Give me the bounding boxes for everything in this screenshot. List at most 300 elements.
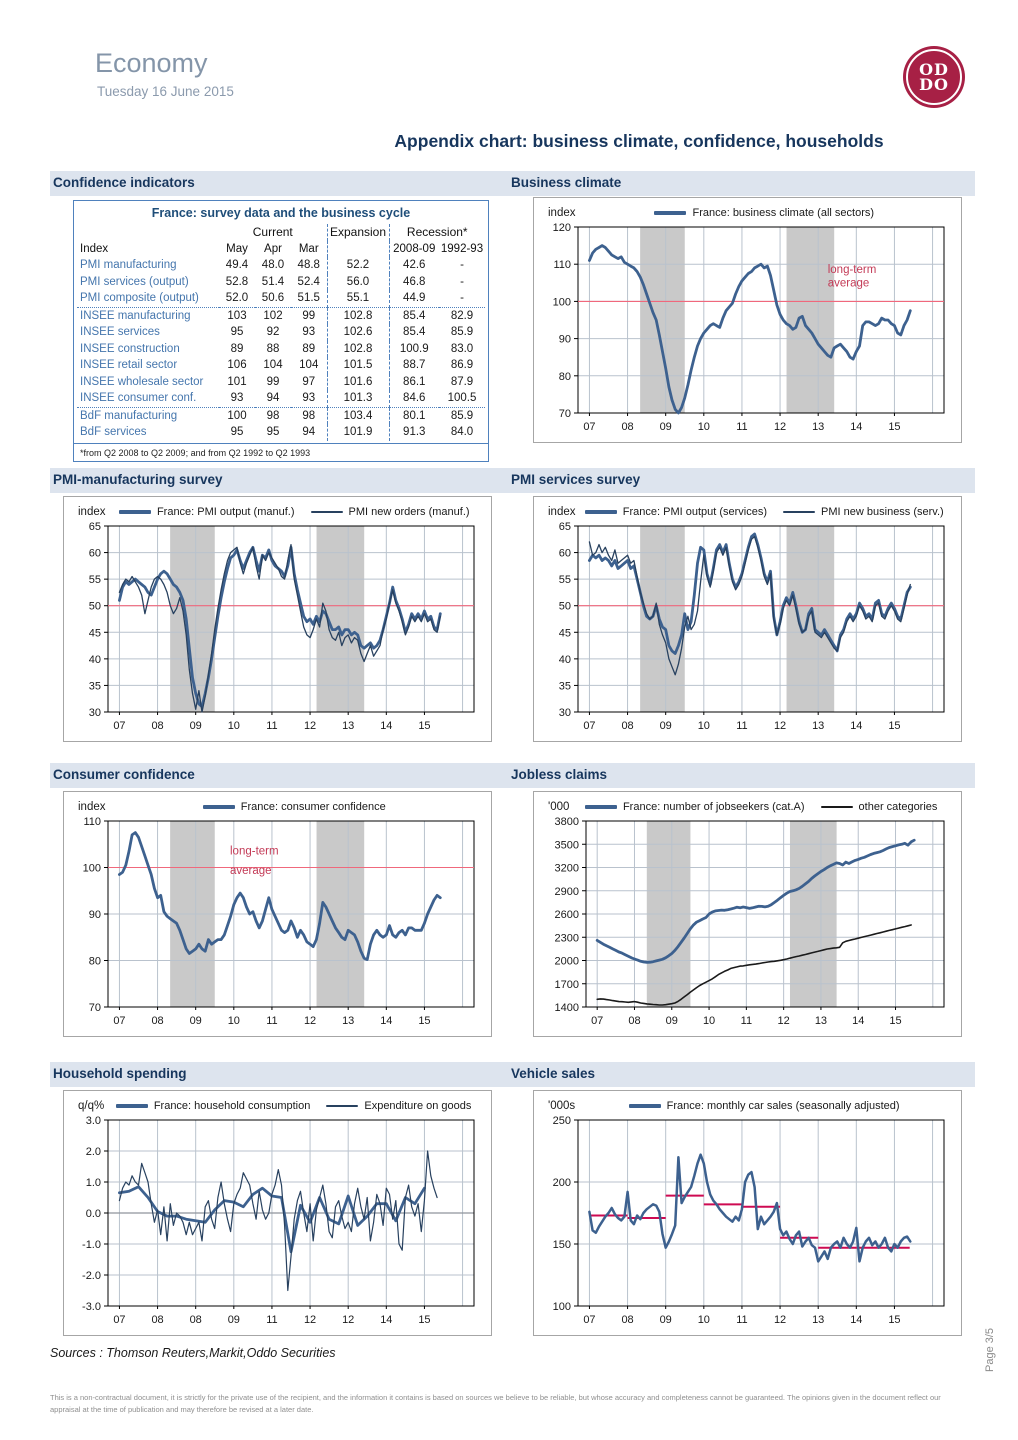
legend-label: PMI new business (serv.) <box>821 506 944 518</box>
cell-value: 102.8 <box>327 341 389 358</box>
svg-text:09: 09 <box>659 720 672 732</box>
chart-legend <box>106 801 484 813</box>
cell-value: 106 <box>227 359 247 371</box>
section-title-consumer-confidence: Consumer confidence <box>53 767 195 782</box>
row-label: BdF services <box>80 426 147 438</box>
chart-annotation: average <box>230 865 272 878</box>
cell-value: 89 <box>302 342 316 355</box>
svg-text:250: 250 <box>552 1115 571 1127</box>
legend-label: PMI new orders (manuf.) <box>348 506 470 518</box>
svg-text:09: 09 <box>659 421 672 433</box>
legend-line-sample <box>783 511 815 513</box>
cell-value: 86.1 <box>389 374 439 391</box>
confidence-table <box>73 200 489 462</box>
section-title-jobless-claims: Jobless claims <box>511 767 608 782</box>
svg-text:-2.0: -2.0 <box>82 1270 101 1282</box>
svg-text:13: 13 <box>342 720 355 732</box>
svg-text:14: 14 <box>850 720 863 732</box>
table-row <box>77 341 485 358</box>
cell-value: - <box>460 275 464 288</box>
svg-text:45: 45 <box>558 627 571 640</box>
legend-line-sample <box>311 511 343 513</box>
cell-value: - <box>460 259 464 271</box>
col-header-2008-09: 2008-09 <box>389 241 439 258</box>
chart-pmi-manufacturing <box>63 496 492 742</box>
table-row <box>77 407 485 424</box>
oddo-logo <box>903 46 965 108</box>
legend-item <box>585 506 767 518</box>
svg-text:14: 14 <box>380 720 393 732</box>
svg-text:2900: 2900 <box>554 885 579 898</box>
legend-item <box>585 801 805 813</box>
section-band-2 <box>50 468 975 493</box>
y-axis-unit: index <box>78 801 106 813</box>
svg-text:40: 40 <box>558 653 571 666</box>
chart-legend <box>106 506 484 518</box>
svg-text:15: 15 <box>418 720 431 732</box>
legend-label: France: business climate (all sectors) <box>692 207 875 219</box>
svg-text:30: 30 <box>88 707 101 719</box>
svg-text:12: 12 <box>303 720 317 732</box>
svg-text:12: 12 <box>773 720 787 732</box>
svg-text:3800: 3800 <box>554 816 579 828</box>
svg-text:09: 09 <box>665 1015 678 1027</box>
svg-text:12: 12 <box>342 1314 355 1326</box>
svg-text:08: 08 <box>151 1314 164 1326</box>
col-header-1992-93: 1992-93 <box>440 242 484 255</box>
section-band-3 <box>50 763 975 788</box>
cell-value: 55.1 <box>327 290 389 307</box>
svg-text:90: 90 <box>88 909 101 921</box>
cell-value: 44.9 <box>389 290 439 307</box>
svg-text:14: 14 <box>850 1314 863 1326</box>
svg-text:65: 65 <box>558 521 571 533</box>
svg-text:15: 15 <box>888 1314 901 1326</box>
svg-text:1.0: 1.0 <box>85 1177 101 1189</box>
svg-text:15: 15 <box>418 1314 431 1326</box>
cell-value: 50.6 <box>261 292 285 304</box>
svg-text:13: 13 <box>814 1015 828 1027</box>
chart-annotation: average <box>827 277 870 290</box>
cell-value: 52.8 <box>225 275 249 288</box>
table-row <box>77 324 485 341</box>
legend-line-sample <box>203 805 235 809</box>
logo-line-2: DO <box>919 75 949 94</box>
cell-value: 95 <box>230 426 244 438</box>
report-date: Tuesday 16 June 2015 <box>97 84 234 99</box>
svg-text:12: 12 <box>303 1015 317 1027</box>
svg-text:70: 70 <box>88 1002 101 1014</box>
cell-value: 48.0 <box>261 259 285 271</box>
cell-value: 98 <box>255 407 291 424</box>
svg-text:09: 09 <box>189 1015 202 1027</box>
cell-value: 101.3 <box>327 390 389 407</box>
cell-value: 89 <box>230 342 244 355</box>
svg-text:11: 11 <box>736 421 748 433</box>
cell-value: 95 <box>266 426 280 438</box>
section-title-pmi-services: PMI services survey <box>511 472 641 487</box>
svg-text:11: 11 <box>740 1015 753 1027</box>
section-title-confidence-indicators: Confidence indicators <box>53 175 195 190</box>
legend-item <box>821 801 938 813</box>
page-number: Page 3/5 <box>984 1327 996 1372</box>
cell-value: 48.8 <box>297 259 320 271</box>
cell-value: 51.4 <box>261 275 285 288</box>
svg-text:200: 200 <box>552 1177 571 1189</box>
cell-value: 85.9 <box>450 326 474 338</box>
svg-text:2.0: 2.0 <box>85 1146 101 1158</box>
svg-text:3500: 3500 <box>554 839 579 852</box>
legend-line-sample <box>821 806 853 808</box>
legend-label: France: monthly car sales (seasonally adjusted) <box>666 1100 900 1112</box>
table-row <box>77 374 485 391</box>
legend-item <box>311 506 470 518</box>
page-title: Appendix chart: business climate, confidence, households <box>394 131 884 151</box>
section-title-household-spending: Household spending <box>53 1066 187 1081</box>
section-band-4 <box>50 1062 975 1087</box>
row-label: PMI composite (output) <box>80 292 199 304</box>
svg-text:10: 10 <box>697 720 710 732</box>
chart-consumer-confidence <box>63 791 492 1037</box>
chart-annotation: long-term <box>827 264 877 277</box>
cell-value: 101 <box>227 375 247 388</box>
svg-text:07: 07 <box>113 1314 126 1326</box>
cell-value: 101.5 <box>327 357 389 374</box>
legend-line-sample <box>629 1104 661 1108</box>
cell-value: 84.6 <box>389 390 439 407</box>
cell-value: 93 <box>302 392 316 404</box>
row-label: PMI manufacturing <box>80 259 177 271</box>
svg-text:120: 120 <box>552 222 571 234</box>
svg-text:10: 10 <box>227 720 240 732</box>
table-footnote: *from Q2 2008 to Q2 2009; and from Q2 1992 to Q2 1993 <box>74 443 488 460</box>
svg-text:13: 13 <box>342 1015 355 1027</box>
y-axis-unit: '000s <box>548 1100 576 1112</box>
svg-text:90: 90 <box>558 333 571 346</box>
svg-text:08: 08 <box>621 421 634 433</box>
cell-value: 86.9 <box>450 359 474 371</box>
svg-text:12: 12 <box>773 421 787 433</box>
y-axis-unit: q/q% <box>78 1100 105 1112</box>
cell-value: 88 <box>266 342 280 355</box>
cell-value: 100.9 <box>389 341 439 358</box>
svg-text:3200: 3200 <box>554 862 579 875</box>
row-label: PMI services (output) <box>80 275 189 288</box>
row-label: INSEE consumer conf. <box>80 392 197 404</box>
svg-text:13: 13 <box>812 1314 825 1326</box>
legend-label: France: household consumption <box>153 1100 311 1112</box>
legend-label: other categories <box>858 801 938 813</box>
chart-vehicle-sales <box>533 1090 962 1336</box>
svg-text:60: 60 <box>558 547 571 560</box>
cell-value: 99 <box>266 375 280 388</box>
svg-text:15: 15 <box>418 1015 431 1027</box>
cell-value: 100.5 <box>447 392 477 404</box>
cell-value: 83.0 <box>450 342 474 355</box>
svg-text:35: 35 <box>558 680 571 693</box>
cell-value: 51.5 <box>297 292 320 304</box>
svg-text:1700: 1700 <box>554 978 579 991</box>
chart-legend <box>575 1100 953 1112</box>
svg-text:100: 100 <box>552 296 571 309</box>
chart-plot <box>534 518 958 736</box>
cell-value: 100 <box>219 407 255 424</box>
cell-value: 102.6 <box>327 324 389 341</box>
cell-value: 93 <box>302 326 316 338</box>
svg-text:08: 08 <box>189 1314 202 1326</box>
svg-text:11: 11 <box>736 720 748 732</box>
cell-value: 102.8 <box>327 307 389 324</box>
cell-value: 102 <box>255 307 291 324</box>
cell-value: 99 <box>291 307 327 324</box>
cell-value: 104 <box>299 359 319 371</box>
row-label: INSEE wholesale sector <box>80 375 204 388</box>
cell-value: 56.0 <box>327 274 389 291</box>
chart-legend <box>104 1100 483 1112</box>
svg-text:12: 12 <box>777 1015 790 1027</box>
svg-text:-3.0: -3.0 <box>82 1301 101 1313</box>
cell-value: 95 <box>230 326 244 338</box>
svg-text:80: 80 <box>88 955 101 968</box>
row-label: BdF manufacturing <box>77 407 219 424</box>
section-band-1 <box>50 171 975 196</box>
svg-text:09: 09 <box>659 1314 672 1326</box>
svg-text:07: 07 <box>583 1314 596 1326</box>
data-series-line <box>589 534 910 654</box>
cell-value: 103 <box>219 307 255 324</box>
svg-text:35: 35 <box>88 680 101 693</box>
table-header-row-2 <box>77 241 485 258</box>
svg-text:12: 12 <box>303 1314 317 1326</box>
cell-value: 82.9 <box>439 307 485 324</box>
svg-text:100: 100 <box>552 1301 571 1313</box>
svg-text:150: 150 <box>552 1239 571 1251</box>
chart-plot <box>534 219 958 437</box>
legend-line-sample <box>119 510 151 514</box>
chart-plot <box>64 518 488 736</box>
oddo-logo-letters <box>906 49 962 105</box>
logo-line-1: OD <box>919 59 949 79</box>
svg-text:10: 10 <box>697 421 710 433</box>
col-header-mar: Mar <box>298 242 319 255</box>
row-label: INSEE construction <box>80 342 180 355</box>
cell-value: 97 <box>302 375 316 388</box>
table-row <box>77 307 485 324</box>
legend-label: France: consumer confidence <box>240 801 386 813</box>
svg-text:45: 45 <box>88 627 101 640</box>
svg-text:65: 65 <box>88 521 101 533</box>
svg-text:2000: 2000 <box>554 955 579 968</box>
cell-value: 42.6 <box>389 257 439 274</box>
legend-item <box>629 1100 900 1112</box>
cell-value: 52.0 <box>225 292 249 304</box>
svg-text:3.0: 3.0 <box>85 1115 101 1127</box>
table-row <box>77 257 485 274</box>
svg-text:07: 07 <box>113 720 126 732</box>
cell-value: 52.2 <box>327 257 389 274</box>
cell-value: 104 <box>263 359 283 371</box>
svg-text:07: 07 <box>591 1015 604 1027</box>
chart-plot <box>64 813 488 1031</box>
svg-text:11: 11 <box>266 1015 278 1027</box>
svg-text:09: 09 <box>189 720 202 732</box>
section-title-pmi-manufacturing: PMI-manufacturing survey <box>53 472 223 487</box>
svg-text:60: 60 <box>88 547 101 560</box>
col-header-index: Index <box>80 242 109 255</box>
cell-value: 103.4 <box>327 407 389 424</box>
cell-value: - <box>460 292 464 304</box>
sources-note: Sources : Thomson Reuters,Markit,Oddo Securities <box>50 1346 336 1360</box>
svg-text:110: 110 <box>83 816 101 828</box>
svg-text:11: 11 <box>266 720 278 732</box>
brand-title: Economy <box>95 48 208 78</box>
svg-text:08: 08 <box>621 720 634 732</box>
svg-text:13: 13 <box>812 421 825 433</box>
svg-text:14: 14 <box>380 1015 393 1027</box>
svg-text:55: 55 <box>558 574 571 587</box>
legend-item <box>326 1100 471 1112</box>
svg-text:1400: 1400 <box>554 1002 579 1014</box>
cell-value: 94 <box>266 392 280 404</box>
svg-text:08: 08 <box>628 1015 641 1027</box>
table-row <box>77 390 485 407</box>
svg-text:50: 50 <box>88 600 101 613</box>
svg-text:110: 110 <box>553 259 571 272</box>
svg-text:11: 11 <box>736 1314 748 1326</box>
svg-text:08: 08 <box>151 1015 164 1027</box>
cell-value: 85.4 <box>389 324 439 341</box>
svg-text:2600: 2600 <box>554 909 579 921</box>
cell-value: 52.4 <box>297 275 320 288</box>
table-row <box>77 290 485 307</box>
svg-text:15: 15 <box>889 1015 902 1027</box>
table-header-row-1 <box>77 224 485 241</box>
svg-text:13: 13 <box>812 720 825 732</box>
legend-item <box>203 801 386 813</box>
chart-business-climate <box>533 197 962 443</box>
y-axis-unit: index <box>548 207 576 219</box>
cell-value: 98 <box>291 407 327 424</box>
svg-text:10: 10 <box>227 1015 240 1027</box>
row-label: INSEE services <box>80 326 160 338</box>
data-series-line <box>119 1151 437 1291</box>
legend-line-sample <box>585 510 617 514</box>
svg-text:07: 07 <box>583 720 596 732</box>
legend-line-sample <box>654 211 686 215</box>
svg-text:30: 30 <box>558 707 571 719</box>
y-axis-unit: '000 <box>548 801 570 813</box>
svg-text:0.0: 0.0 <box>85 1208 101 1220</box>
cell-value: 93 <box>230 392 244 404</box>
legend-item <box>119 506 295 518</box>
chart-legend <box>576 506 954 518</box>
chart-jobless-claims <box>533 791 962 1037</box>
svg-text:07: 07 <box>583 421 596 433</box>
legend-label: France: PMI output (manuf.) <box>156 506 295 518</box>
cell-value: 46.8 <box>389 274 439 291</box>
col-header-recession: Recession* <box>389 224 485 241</box>
legend-line-sample <box>116 1104 148 1108</box>
legend-item <box>116 1100 311 1112</box>
svg-text:15: 15 <box>888 720 901 732</box>
svg-text:100: 100 <box>82 862 101 875</box>
svg-text:14: 14 <box>850 421 863 433</box>
svg-text:09: 09 <box>227 1314 240 1326</box>
svg-text:11: 11 <box>266 1314 278 1326</box>
cell-value: 101.9 <box>327 424 389 441</box>
col-header-apr: Apr <box>264 242 282 255</box>
row-label: INSEE manufacturing <box>77 307 219 324</box>
legend-label: France: number of jobseekers (cat.A) <box>622 801 805 813</box>
cell-value: 84.0 <box>450 426 474 438</box>
legend-line-sample <box>326 1105 358 1107</box>
svg-text:10: 10 <box>702 1015 716 1027</box>
y-axis-unit: index <box>548 506 576 518</box>
cell-value: 92 <box>266 326 280 338</box>
data-series-line <box>597 840 914 962</box>
legend-line-sample <box>585 805 617 809</box>
table-row <box>77 424 485 441</box>
svg-text:80: 80 <box>558 370 571 383</box>
data-series-line <box>119 833 440 960</box>
confidence-table-body <box>77 224 485 441</box>
svg-text:14: 14 <box>852 1015 865 1027</box>
svg-text:12: 12 <box>773 1314 787 1326</box>
chart-pmi-services <box>533 496 962 742</box>
legend-item <box>654 207 874 219</box>
section-title-vehicle-sales: Vehicle sales <box>511 1066 596 1081</box>
svg-text:08: 08 <box>151 720 164 732</box>
chart-legend <box>569 801 953 813</box>
cell-value: 85.4 <box>389 307 439 324</box>
svg-text:55: 55 <box>88 574 101 587</box>
cell-value: 85.9 <box>439 407 485 424</box>
cell-value: 80.1 <box>389 407 439 424</box>
svg-text:2300: 2300 <box>554 932 579 945</box>
svg-text:10: 10 <box>697 1314 710 1326</box>
svg-text:50: 50 <box>558 600 571 613</box>
table-title: France: survey data and the business cycle <box>151 206 411 220</box>
legend-label: France: PMI output (services) <box>622 506 768 518</box>
cell-value: 94 <box>302 426 316 438</box>
chart-plot <box>64 1112 488 1330</box>
chart-household-spending <box>63 1090 492 1336</box>
chart-legend <box>576 207 954 219</box>
section-title-business-climate: Business climate <box>511 175 622 190</box>
legend-item <box>783 506 944 518</box>
cell-value: 91.3 <box>389 424 439 441</box>
table-row <box>77 274 485 291</box>
svg-text:40: 40 <box>88 653 101 666</box>
row-label: INSEE retail sector <box>80 359 178 371</box>
chart-plot <box>534 813 958 1031</box>
svg-text:08: 08 <box>621 1314 634 1326</box>
col-header-current: Current <box>252 225 293 239</box>
cell-value: 88.7 <box>389 357 439 374</box>
data-series-line <box>589 1155 910 1262</box>
legend-label: Expenditure on goods <box>364 1100 472 1112</box>
svg-text:-1.0: -1.0 <box>82 1239 101 1251</box>
chart-plot <box>534 1112 958 1330</box>
cell-value: 87.9 <box>450 375 474 388</box>
col-header-may: May <box>226 242 248 255</box>
chart-annotation: long-term <box>230 845 279 858</box>
disclaimer-text: This is a non-contractual document, it is strictly for the private use of the recipient, and the information it contains is based on sources we believe to be reliable, but whose accuracy and completeness cannot be guaranteed. The opinions given in the document reflect our appraisal at the time of publication and may therefore be revised at a later date. <box>50 1393 941 1414</box>
cell-value: 49.4 <box>225 259 249 271</box>
svg-text:07: 07 <box>113 1015 126 1027</box>
col-header-expansion: Expansion <box>327 224 389 241</box>
svg-text:70: 70 <box>558 408 571 420</box>
